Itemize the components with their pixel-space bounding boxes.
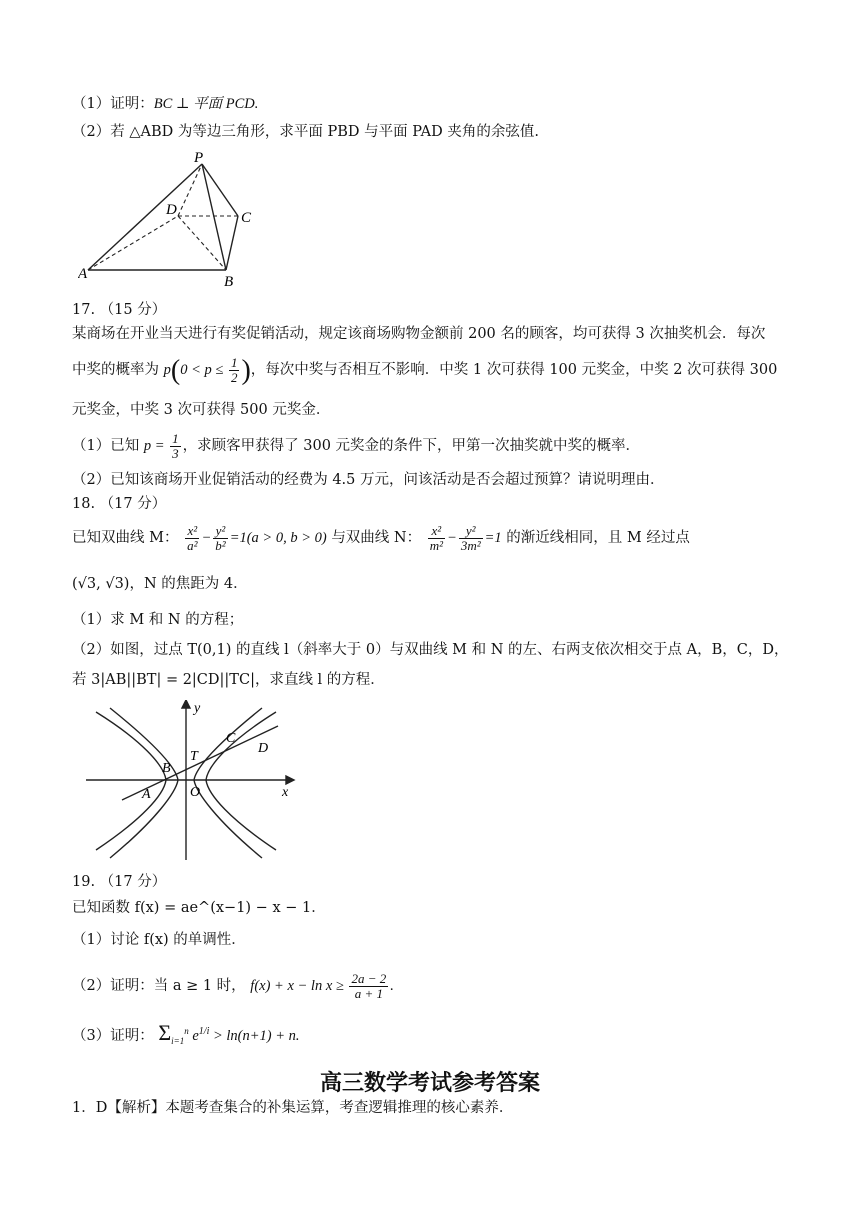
- p19-q2: （2）证明：当 a ≥ 1 时， f(x) + x − ln x ≥ $\frac{2a - 2}{a + 1}$ .: [72, 971, 394, 1002]
- label-O: O: [190, 785, 201, 800]
- p17-header: 17. （15 分）: [72, 302, 167, 318]
- p18-line2: (√3, √3)，N 的焦距为 4．: [72, 576, 248, 592]
- label-D: D: [166, 202, 177, 218]
- label-y: y: [194, 701, 201, 716]
- p17-cond: p(0 < p ≤ $\frac{1}{2}$ ): [163, 355, 251, 386]
- label-C: C: [241, 210, 252, 226]
- p19-header: 19. （17 分）: [72, 874, 167, 890]
- p19-line1: 已知函数 f(x) = ae^(x−1) − x − 1．: [72, 900, 326, 916]
- answer-line1: 1．D【解析】本题考查集合的补集运算，考查逻辑推理的核心素养．: [72, 1100, 514, 1116]
- p17-q1-math: p = $\frac{1}{3}$: [143, 431, 179, 462]
- p17-q1: （1）已知 p = $\frac{1}{3}$ ，求顾客甲获得了 300 元奖金的条件下，甲第一次抽奖就中奖的概率．: [72, 431, 641, 462]
- label-A: A: [78, 266, 88, 282]
- hyperbola-figure: [86, 700, 306, 868]
- hyperbola-N-eq: $\frac{\text{x²}}{\text{m²}}$ − $\frac{\text{y²}}{\text{3m²}}$ =1: [429, 523, 502, 554]
- label-C: C: [226, 731, 236, 746]
- label-A: A: [142, 787, 151, 802]
- label-B: B: [162, 761, 171, 776]
- label-T: T: [190, 749, 198, 764]
- p18-q2: （2）如图，过点 T(0,1) 的直线 l（斜率大于 0）与双曲线 M 和 N 的左、右两支依次相交于点 A，B，C，D，: [72, 642, 789, 658]
- label-B: B: [224, 274, 234, 290]
- p18-line1: 已知双曲线 M： $\frac{\text{x²}}{\text{a²}}$ − $\frac{\text{y²}}{\text{b²}}$ =1(a > 0, b > 0) 与双曲线 N： $\frac{\text{x²}}{\text{m²}}$ − $\frac{\text{y²}}{\text{3m²}}$ =1 的渐近线相同，且 M 经过点: [72, 523, 690, 554]
- p16-q1-math: BC ⊥ 平面 PCD.: [153, 96, 259, 112]
- label-x: x: [282, 785, 289, 800]
- p16-q1: （1）证明：BC ⊥ 平面 PCD.: [72, 96, 259, 112]
- p17-q2: （2）已知该商场开业促销活动的经费为 4.5 万元，问该活动是否会超过预算？请说明理由．: [72, 472, 665, 488]
- hyperbola-M-eq: $\frac{\text{x²}}{\text{a²}}$ − $\frac{\text{y²}}{\text{b²}}$ =1(a > 0, b > 0): [187, 523, 327, 554]
- p18-q2b: 若 3|AB||BT| = 2|CD||TC|，求直线 l 的方程．: [72, 672, 385, 688]
- p18-q1: （1）求 M 和 N 的方程；: [72, 612, 244, 628]
- label-P: P: [194, 150, 204, 166]
- p19-q2-math: f(x) + x − ln x ≥ $\frac{2a - 2}{a + 1}$ .: [250, 971, 394, 1002]
- answer-title: 高三数学考试参考答案: [319, 1071, 540, 1096]
- p19-q1: （1）讨论 f(x) 的单调性．: [72, 932, 246, 948]
- p16-q2: （2）若 △ABD 为等边三角形，求平面 PBD 与平面 PAD 夹角的余弦值.: [72, 124, 539, 140]
- pyramid-figure: [78, 150, 258, 290]
- p18-header: 18. （17 分）: [72, 496, 167, 512]
- p19-q3-math: $\Sigma_{i=1}^n$ $e^{1/i} > \ln(n+1) + n$.: [158, 1020, 300, 1046]
- label-D: D: [258, 741, 269, 756]
- p17-line3: 元奖金，中奖 3 次可获得 500 元奖金．: [72, 402, 331, 418]
- p17-line2: 中奖的概率为 p(0 < p ≤ $\frac{1}{2}$ )，每次中奖与否相互不影响．中奖 1 次可获得 100 元奖金，中奖 2 次可获得 300: [72, 355, 778, 386]
- p17-line1: 某商场在开业当天进行有奖促销活动，规定该商场购物金额前 200 名的顾客，均可获得 3 次抽奖机会．每次: [72, 326, 766, 342]
- p19-q3: （3）证明： $\Sigma_{i=1}^n$ $e^{1/i} > \ln(n+1) + n$.: [72, 1020, 300, 1046]
